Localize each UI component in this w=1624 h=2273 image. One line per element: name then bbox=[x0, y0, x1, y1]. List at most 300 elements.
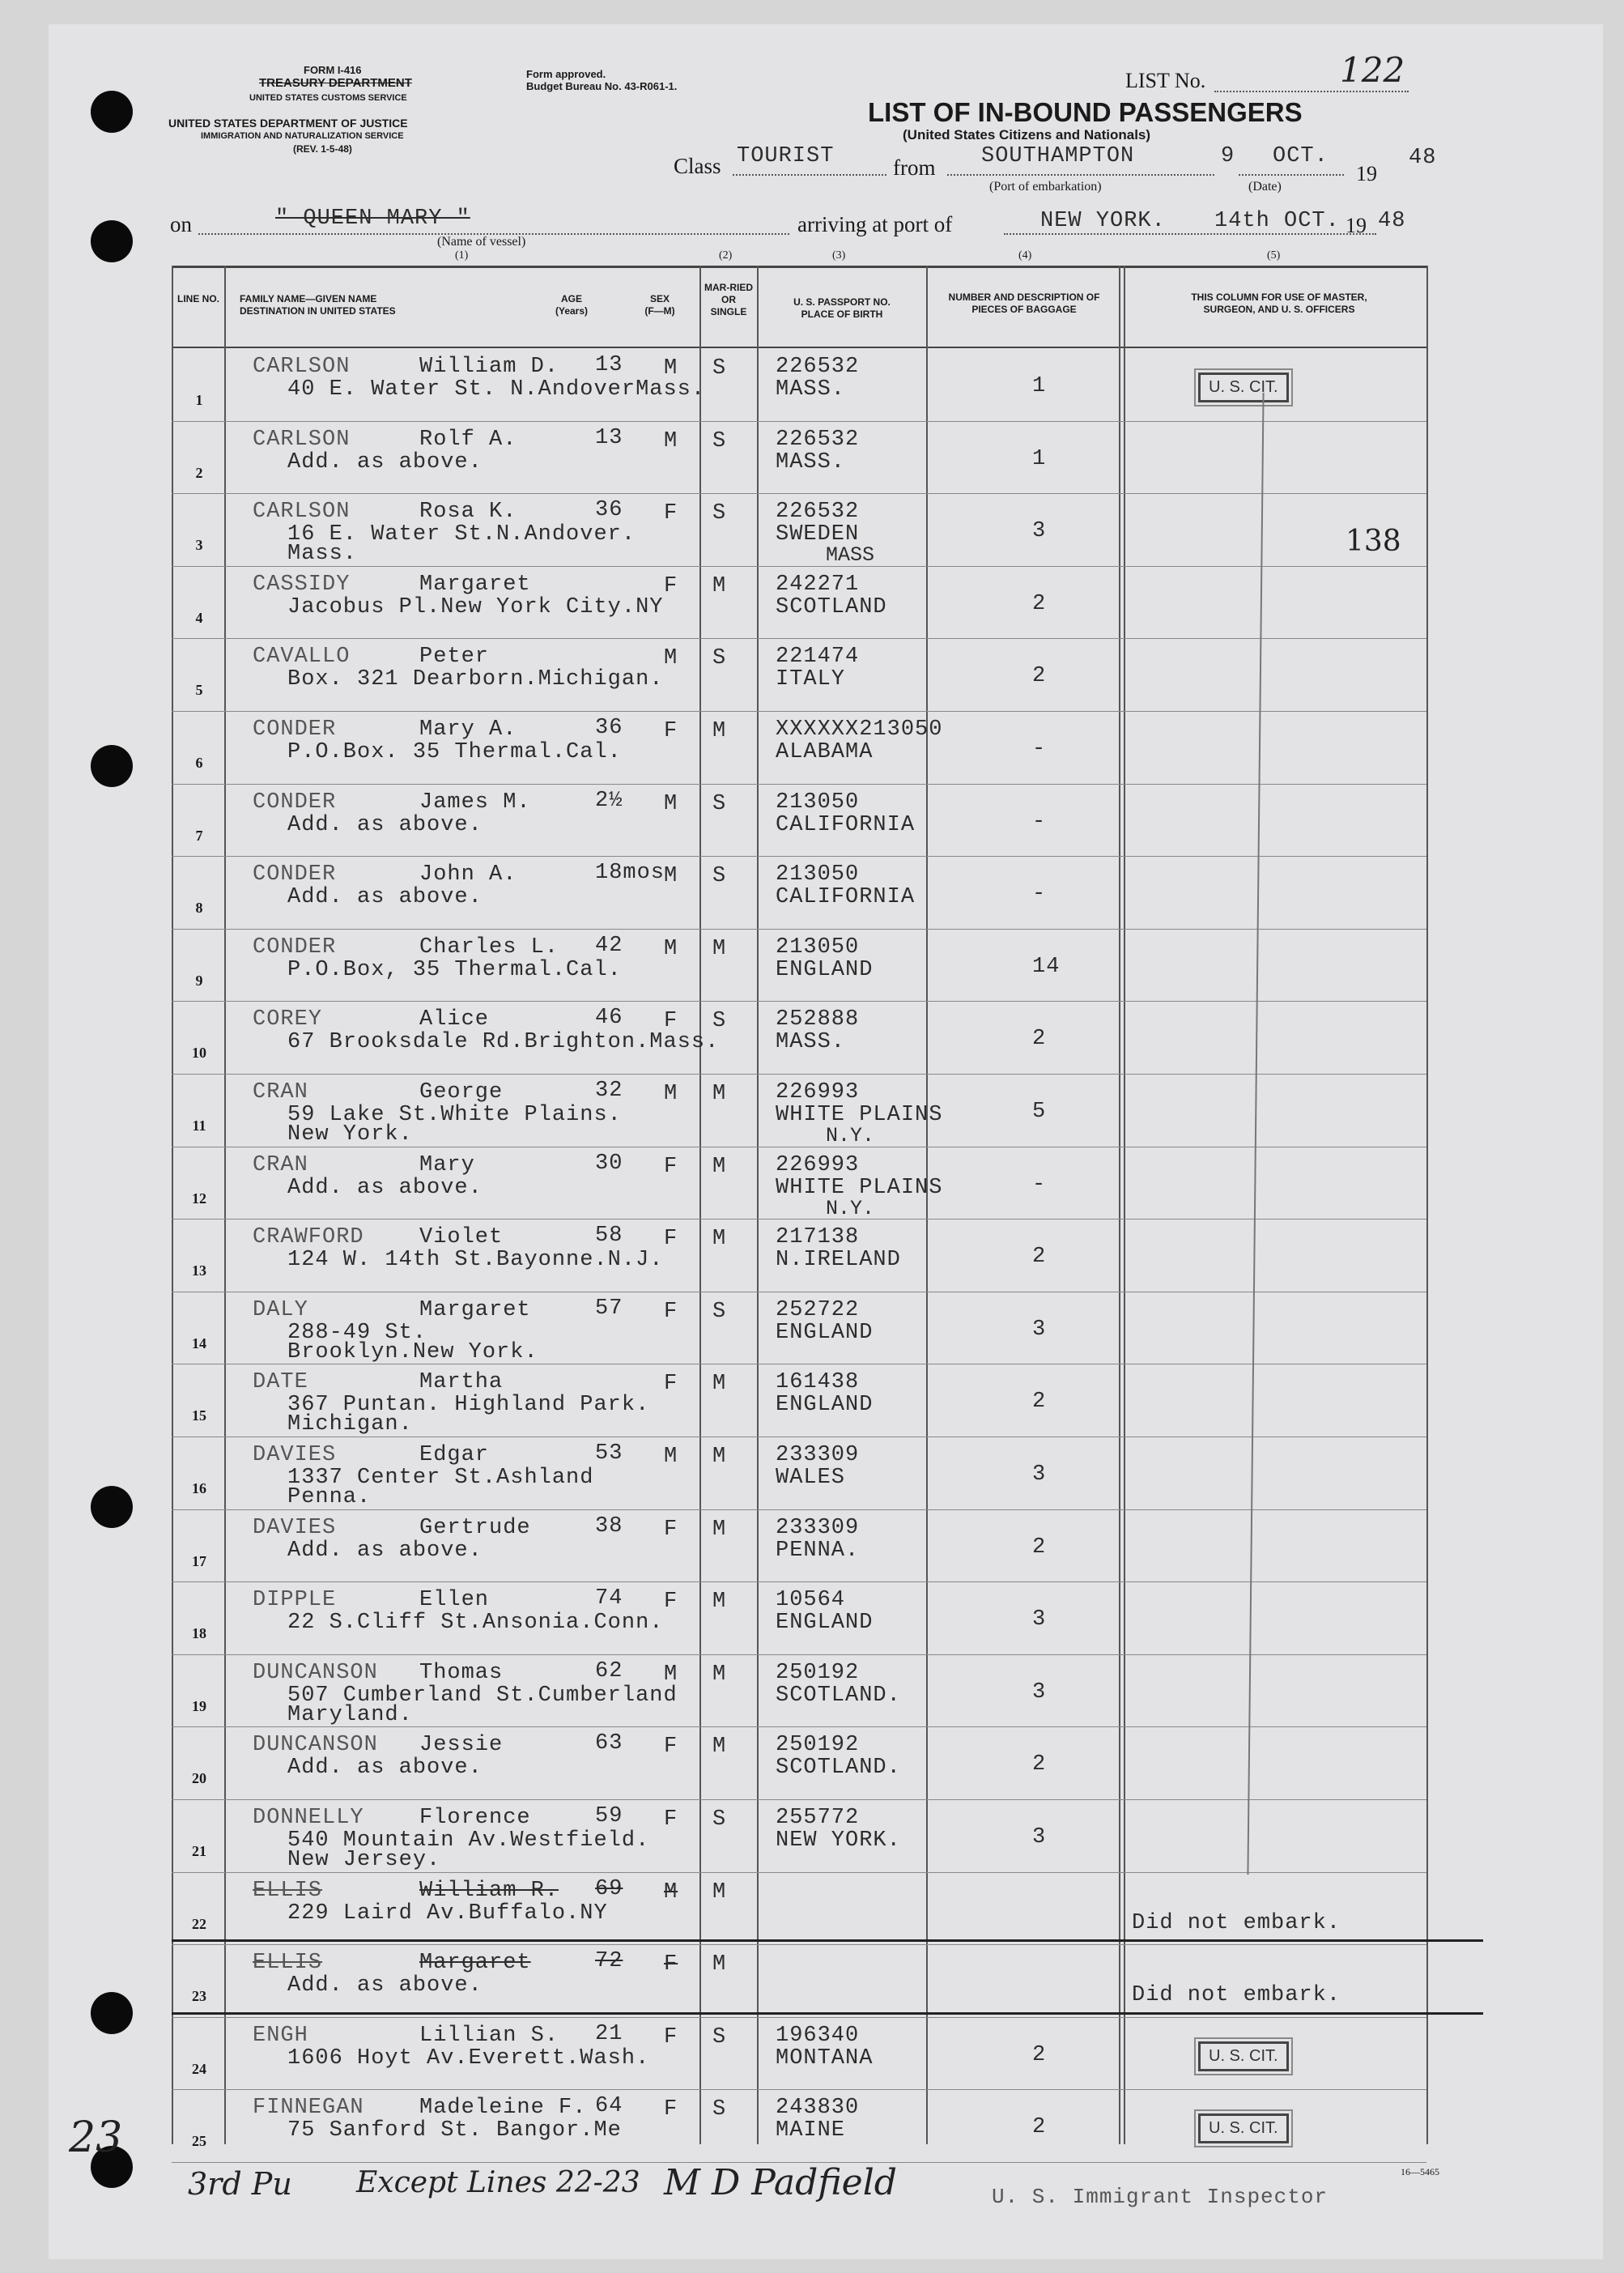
marital-status: M bbox=[712, 1445, 727, 1469]
col-num-4: (4) bbox=[1018, 249, 1032, 262]
header-baggage: NUMBER AND DESCRIPTION OF PIECES OF BAGGAGE bbox=[948, 292, 1100, 315]
cancel-line bbox=[172, 2012, 1483, 2015]
officer-note: Did not embark. bbox=[1132, 1910, 1341, 1935]
form-approved: Form approved. bbox=[526, 68, 606, 80]
sex: M bbox=[664, 1879, 678, 1905]
baggage-count: 3 bbox=[1032, 519, 1047, 544]
destination-address: Box. 321 Dearborn.Michigan. bbox=[287, 667, 664, 692]
destination-address-2: Penna. bbox=[287, 1485, 372, 1509]
family-name: DATE bbox=[253, 1370, 308, 1395]
header-sex: SEX bbox=[649, 293, 670, 304]
family-name: DUNCANSON bbox=[253, 1733, 378, 1758]
row-number: 23 bbox=[192, 1988, 206, 2005]
given-name: Edgar bbox=[419, 1443, 490, 1467]
age: 57 bbox=[595, 1296, 623, 1321]
row-number: 1 bbox=[195, 392, 203, 408]
passport-number: 217138 bbox=[776, 1225, 860, 1250]
place-of-birth: CALIFORNIA bbox=[776, 812, 916, 837]
family-name: CONDER bbox=[253, 934, 337, 960]
place-of-birth: N.IRELAND bbox=[776, 1248, 901, 1273]
form-title: LIST OF IN-BOUND PASSENGERS bbox=[868, 97, 1303, 127]
table-row-rule bbox=[172, 1001, 1426, 1002]
passport-number: 233309 bbox=[776, 1515, 860, 1540]
destination-address: 229 Laird Av.Buffalo.NY bbox=[287, 1901, 608, 1926]
row-number: 10 bbox=[192, 1045, 206, 1062]
age: 30 bbox=[595, 1151, 623, 1176]
margin-note: 138 bbox=[1346, 525, 1401, 558]
footer-code: 16—5465 bbox=[1401, 2166, 1439, 2177]
given-name: Gertrude bbox=[419, 1515, 531, 1540]
embark-year: 48 bbox=[1409, 146, 1437, 170]
marital-status: M bbox=[712, 1227, 727, 1252]
marital-status: S bbox=[712, 646, 727, 671]
destination-address: 1606 Hoyt Av.Everett.Wash. bbox=[287, 2045, 650, 2071]
family-name: DAVIES bbox=[253, 1515, 337, 1540]
baggage-count: 1 bbox=[1032, 374, 1047, 398]
header-sex-unit: (F—M) bbox=[644, 305, 675, 317]
sex: F bbox=[664, 501, 678, 526]
age: 13 bbox=[595, 425, 623, 450]
passport-number: 252888 bbox=[776, 1007, 860, 1032]
family-name: CRAWFORD bbox=[253, 1225, 364, 1250]
family-name: ELLIS bbox=[253, 1951, 323, 1976]
marital-status: S bbox=[712, 1009, 727, 1034]
col-num-2: (2) bbox=[719, 249, 733, 262]
age: 59 bbox=[595, 1804, 623, 1828]
age: 69 bbox=[595, 1876, 623, 1901]
header-birth: PLACE OF BIRTH bbox=[801, 309, 883, 320]
baggage-count: 3 bbox=[1032, 1462, 1047, 1487]
marital-status: M bbox=[712, 936, 727, 961]
marital-status: M bbox=[712, 1154, 727, 1179]
age: 13 bbox=[595, 353, 623, 377]
cancel-line bbox=[172, 1939, 1483, 1942]
row-number: 19 bbox=[192, 1697, 206, 1714]
family-name: DIPPLE bbox=[253, 1588, 337, 1613]
family-name: DUNCANSON bbox=[253, 1660, 378, 1685]
passport-number: 255772 bbox=[776, 1806, 860, 1830]
baggage-count: - bbox=[1032, 1172, 1047, 1197]
destination-address: 40 E. Water St. N.AndoverMass. bbox=[287, 377, 706, 402]
age: 36 bbox=[595, 498, 623, 523]
passport-number: 213050 bbox=[776, 862, 860, 887]
destination-address: Add. as above. bbox=[287, 1756, 483, 1781]
header-age-unit: (Years) bbox=[555, 305, 589, 317]
list-no-label: LIST No. bbox=[1125, 69, 1206, 92]
place-of-birth: MASS. bbox=[776, 449, 846, 475]
place-of-birth: WHITE PLAINS bbox=[776, 1103, 943, 1127]
place-of-birth: ITALY bbox=[776, 667, 846, 692]
given-name: Rosa K. bbox=[419, 500, 517, 525]
marital-status: S bbox=[712, 791, 727, 816]
baggage-count: 5 bbox=[1032, 1100, 1047, 1124]
sex: F bbox=[664, 2024, 678, 2050]
sex: F bbox=[664, 1590, 678, 1615]
row-number: 15 bbox=[192, 1407, 206, 1424]
marital-status: S bbox=[712, 1807, 727, 1832]
family-name: CRAN bbox=[253, 1080, 308, 1105]
baggage-count: 2 bbox=[1032, 1245, 1047, 1270]
destination-address: 367 Puntan. Highland Park. bbox=[287, 1393, 650, 1418]
binder-hole-5 bbox=[91, 1992, 133, 2034]
family-name: COREY bbox=[253, 1007, 323, 1032]
col-num-1: (1) bbox=[455, 249, 469, 262]
signature-prefix: 3rd Pu bbox=[188, 2166, 292, 2202]
table-row-rule bbox=[172, 1581, 1426, 1582]
row-number: 20 bbox=[192, 1770, 206, 1787]
family-name: DONNELLY bbox=[253, 1806, 364, 1830]
age: 58 bbox=[595, 1224, 623, 1249]
given-name: Peter bbox=[419, 645, 490, 670]
family-name: DALY bbox=[253, 1297, 308, 1322]
given-name: James M. bbox=[419, 790, 531, 815]
row-number: 7 bbox=[195, 827, 203, 844]
sex: M bbox=[664, 791, 678, 816]
age: 38 bbox=[595, 1513, 623, 1539]
passport-number: 213050 bbox=[776, 790, 860, 815]
baggage-count: 2 bbox=[1032, 2115, 1047, 2140]
age: 62 bbox=[595, 1658, 623, 1683]
embark-month: OCT. bbox=[1273, 144, 1329, 168]
place-of-birth: ENGLAND bbox=[776, 1393, 874, 1418]
given-name: Jessie bbox=[419, 1733, 504, 1758]
destination-address: 75 Sanford St. Bangor.Me bbox=[287, 2118, 622, 2143]
given-name: Alice bbox=[419, 1007, 490, 1032]
passport-number: 250192 bbox=[776, 1733, 860, 1758]
table-row-rule bbox=[172, 2017, 1426, 2018]
row-number: 5 bbox=[195, 682, 203, 699]
baggage-count: 2 bbox=[1032, 1027, 1047, 1052]
us-citizen-stamp: U. S. CIT. bbox=[1198, 2113, 1289, 2143]
given-name: John A. bbox=[419, 862, 517, 887]
given-name: William D. bbox=[419, 355, 559, 379]
baggage-count: 2 bbox=[1032, 664, 1047, 689]
baggage-count: 2 bbox=[1032, 1534, 1047, 1560]
age: 63 bbox=[595, 1731, 623, 1756]
table-row-rule bbox=[172, 784, 1426, 785]
treasury-dept: TREASURY DEPARTMENT bbox=[259, 76, 412, 90]
given-name: Margaret bbox=[419, 572, 531, 597]
age: 18mos bbox=[595, 861, 665, 886]
marital-status: M bbox=[712, 719, 727, 743]
baggage-count: 2 bbox=[1032, 1752, 1047, 1777]
given-name: Thomas bbox=[419, 1660, 504, 1685]
embark-year-prefix: 19 bbox=[1356, 162, 1377, 185]
passport-number: 252722 bbox=[776, 1297, 860, 1322]
baggage-count: 14 bbox=[1032, 954, 1061, 979]
age: 42 bbox=[595, 933, 623, 958]
row-number: 4 bbox=[195, 609, 203, 626]
table-row-rule bbox=[172, 1799, 1426, 1800]
passport-number: 226532 bbox=[776, 500, 860, 525]
place-of-birth: MASS. bbox=[776, 1030, 846, 1055]
place-of-birth: MAINE bbox=[776, 2118, 846, 2143]
row-number: 13 bbox=[192, 1262, 206, 1279]
destination-address: 288-49 St. bbox=[287, 1320, 427, 1345]
family-name: FINNEGAN bbox=[253, 2096, 364, 2121]
baggage-count: 3 bbox=[1032, 1317, 1047, 1342]
family-name: ELLIS bbox=[253, 1878, 323, 1903]
destination-address: Jacobus Pl.New York City.NY bbox=[287, 594, 664, 619]
baggage-count: 2 bbox=[1032, 591, 1047, 616]
passport-number: 226993 bbox=[776, 1152, 860, 1177]
marital-status: M bbox=[712, 1517, 727, 1542]
baggage-count: - bbox=[1032, 882, 1047, 907]
age: 2½ bbox=[595, 788, 623, 813]
row-number: 9 bbox=[195, 972, 203, 989]
given-name: Rolf A. bbox=[419, 427, 517, 452]
age: 53 bbox=[595, 1441, 623, 1466]
header-officers: THIS COLUMN FOR USE OF MASTER, SURGEON, AND U. S. OFFICERS bbox=[1191, 292, 1367, 315]
header-married: MAR-RIED OR SINGLE bbox=[704, 282, 753, 317]
sex: M bbox=[664, 1082, 678, 1106]
port-of-embarkation: SOUTHAMPTON bbox=[981, 144, 1135, 168]
place-of-birth-2: N.Y. bbox=[826, 1196, 875, 1220]
marital-status: M bbox=[712, 1082, 727, 1106]
embark-day: 9 bbox=[1221, 144, 1235, 168]
place-of-birth: CALIFORNIA bbox=[776, 885, 916, 910]
family-name: DAVIES bbox=[253, 1443, 337, 1467]
binder-hole-2 bbox=[91, 220, 133, 262]
header-name: FAMILY NAME—GIVEN NAME bbox=[240, 293, 377, 304]
row-number: 12 bbox=[192, 1190, 206, 1207]
destination-address-2: New York. bbox=[287, 1122, 413, 1147]
marital-status: M bbox=[712, 1372, 727, 1397]
given-name: Mary A. bbox=[419, 717, 517, 742]
table-row-rule bbox=[172, 566, 1426, 567]
inspector-signature: M D Padfield bbox=[664, 2162, 897, 2203]
given-name: William R. bbox=[419, 1878, 559, 1903]
sex: M bbox=[664, 1662, 678, 1687]
header-line-no: LINE NO. bbox=[176, 293, 219, 304]
class-value: TOURIST bbox=[737, 144, 835, 168]
sex: F bbox=[664, 1009, 678, 1034]
place-of-birth: NEW YORK. bbox=[776, 1828, 901, 1853]
header-destination: DESTINATION IN UNITED STATES bbox=[240, 305, 396, 317]
given-name: Madeleine F. bbox=[419, 2096, 587, 2121]
destination-address: Add. as above. bbox=[287, 1538, 483, 1563]
arrival-year-prefix: 19 bbox=[1346, 214, 1367, 237]
marital-status: S bbox=[712, 2097, 727, 2122]
destination-address: 59 Lake St.White Plains. bbox=[287, 1103, 622, 1127]
row-number: 18 bbox=[192, 1625, 206, 1642]
baggage-count: 1 bbox=[1032, 446, 1047, 471]
row-number: 14 bbox=[192, 1334, 206, 1351]
table-row-rule bbox=[172, 1074, 1426, 1075]
age: 72 bbox=[595, 1949, 623, 1974]
passport-number: 233309 bbox=[776, 1443, 860, 1467]
sex: F bbox=[664, 1299, 678, 1324]
sex: F bbox=[664, 573, 678, 598]
marital-status: S bbox=[712, 2024, 727, 2050]
place-of-birth: SCOTLAND bbox=[776, 594, 887, 619]
marital-status: S bbox=[712, 501, 727, 526]
place-of-birth: ENGLAND bbox=[776, 957, 874, 982]
destination-address: P.O.Box. 35 Thermal.Cal. bbox=[287, 740, 622, 764]
baggage-count: 2 bbox=[1032, 1390, 1047, 1415]
sex: M bbox=[664, 1445, 678, 1469]
given-name: Florence bbox=[419, 1806, 531, 1830]
destination-address: 124 W. 14th St.Bayonne.N.J. bbox=[287, 1248, 664, 1273]
passport-number: 250192 bbox=[776, 1660, 860, 1685]
port-caption: (Port of embarkation) bbox=[989, 180, 1102, 194]
us-citizen-stamp: U. S. CIT. bbox=[1198, 372, 1289, 402]
sex: M bbox=[664, 428, 678, 453]
sex: M bbox=[664, 356, 678, 381]
age: 21 bbox=[595, 2021, 623, 2046]
destination-address: Add. as above. bbox=[287, 1973, 483, 1998]
sex: F bbox=[664, 2097, 678, 2122]
given-name: Ellen bbox=[419, 1588, 490, 1613]
marital-status: M bbox=[712, 1879, 727, 1905]
from-label: from bbox=[893, 155, 936, 180]
binder-hole-1 bbox=[91, 91, 133, 133]
place-of-birth-2: MASS bbox=[826, 543, 875, 568]
place-of-birth: WALES bbox=[776, 1466, 846, 1490]
place-of-birth: WHITE PLAINS bbox=[776, 1175, 943, 1200]
table-row-rule bbox=[172, 856, 1426, 857]
destination-address: Add. as above. bbox=[287, 812, 483, 837]
family-name: CONDER bbox=[253, 717, 337, 742]
marital-status: M bbox=[712, 1952, 727, 1977]
header-passport: U. S. PASSPORT NO. bbox=[793, 296, 891, 308]
table-row-rule bbox=[172, 711, 1426, 712]
row-number: 25 bbox=[192, 2133, 206, 2150]
destination-address-2: Mass. bbox=[287, 542, 358, 567]
marital-status: S bbox=[712, 356, 727, 381]
baggage-count: - bbox=[1032, 737, 1047, 761]
sex: F bbox=[664, 1227, 678, 1252]
row-number: 21 bbox=[192, 1843, 206, 1859]
destination-address: 16 E. Water St.N.Andover. bbox=[287, 522, 636, 547]
given-name: Mary bbox=[419, 1152, 475, 1177]
family-name: CAVALLO bbox=[253, 645, 351, 670]
page-total: 23 bbox=[69, 2113, 123, 2162]
age: 64 bbox=[595, 2094, 623, 2119]
passport-number: 226532 bbox=[776, 427, 860, 452]
baggage-count: 3 bbox=[1032, 1825, 1047, 1849]
arriving-label: arriving at port of bbox=[797, 212, 953, 236]
officer-note: Did not embark. bbox=[1132, 1983, 1341, 2008]
binder-hole-3 bbox=[91, 745, 133, 787]
family-name: CARLSON bbox=[253, 427, 351, 452]
age: 36 bbox=[595, 716, 623, 740]
form-subtitle: (United States Citizens and Nationals) bbox=[903, 127, 1151, 143]
passport-number: 242271 bbox=[776, 572, 860, 597]
destination-address-2: Michigan. bbox=[287, 1412, 413, 1437]
destination-address: P.O.Box, 35 Thermal.Cal. bbox=[287, 957, 622, 982]
destination-address-2: Brooklyn.New York. bbox=[287, 1339, 538, 1364]
table-row-rule bbox=[172, 493, 1426, 494]
age: 32 bbox=[595, 1079, 623, 1103]
table-row-rule bbox=[172, 1219, 1426, 1220]
marital-status: M bbox=[712, 1735, 727, 1760]
form-number: FORM I-416 bbox=[304, 64, 362, 76]
sex: F bbox=[664, 1154, 678, 1179]
destination-address-2: Maryland. bbox=[287, 1702, 413, 1727]
on-label: on bbox=[170, 212, 192, 236]
destination-address: 22 S.Cliff St.Ansonia.Conn. bbox=[287, 1611, 664, 1636]
us-citizen-stamp: U. S. CIT. bbox=[1198, 2041, 1289, 2071]
arrival-date: 14th OCT. bbox=[1214, 209, 1340, 233]
customs-service: UNITED STATES CUSTOMS SERVICE bbox=[249, 93, 407, 103]
place-of-birth: ENGLAND bbox=[776, 1611, 874, 1636]
destination-address: 507 Cumberland St.Cumberland bbox=[287, 1683, 678, 1708]
passport-number: 196340 bbox=[776, 2023, 860, 2048]
place-of-birth: PENNA. bbox=[776, 1538, 860, 1563]
row-number: 17 bbox=[192, 1552, 206, 1569]
destination-address-2: New Jersey. bbox=[287, 1848, 441, 1872]
col-num-3: (3) bbox=[832, 249, 846, 262]
destination-address: Add. as above. bbox=[287, 885, 483, 910]
passport-number: 10564 bbox=[776, 1588, 846, 1613]
row-number: 2 bbox=[195, 464, 203, 481]
family-name: ENGH bbox=[253, 2023, 308, 2048]
arrival-year: 48 bbox=[1378, 209, 1406, 233]
destination-address: 67 Brooksdale Rd.Brighton.Mass. bbox=[287, 1030, 720, 1055]
justice-dept: UNITED STATES DEPARTMENT OF JUSTICE bbox=[168, 117, 408, 130]
table-row-rule bbox=[172, 638, 1426, 639]
marital-status: S bbox=[712, 428, 727, 453]
passport-number: 243830 bbox=[776, 2096, 860, 2121]
place-of-birth: SCOTLAND. bbox=[776, 1683, 901, 1708]
destination-address: Add. as above. bbox=[287, 1175, 483, 1200]
passport-number: 213050 bbox=[776, 934, 860, 960]
row-number: 11 bbox=[192, 1117, 206, 1134]
sex: F bbox=[664, 1372, 678, 1397]
sex: F bbox=[664, 1735, 678, 1760]
vessel-name: " QUEEN MARY " bbox=[275, 206, 470, 231]
arrival-port: NEW YORK. bbox=[1040, 209, 1166, 233]
marital-status: S bbox=[712, 864, 727, 889]
passport-number: 221474 bbox=[776, 645, 860, 670]
signature-except-lines: Except Lines 22-23 bbox=[356, 2166, 640, 2199]
family-name: CARLSON bbox=[253, 355, 351, 379]
passport-number: 226993 bbox=[776, 1080, 860, 1105]
destination-address: Add. as above. bbox=[287, 449, 483, 475]
table-row-rule bbox=[172, 421, 1426, 422]
sex: F bbox=[664, 1517, 678, 1542]
table-row-rule bbox=[172, 2089, 1426, 2090]
given-name: Charles L. bbox=[419, 934, 559, 960]
family-name: CONDER bbox=[253, 790, 337, 815]
baggage-count: 3 bbox=[1032, 1607, 1047, 1632]
sex: M bbox=[664, 646, 678, 671]
sex: M bbox=[664, 864, 678, 889]
family-name: CRAN bbox=[253, 1152, 308, 1177]
binder-hole-4 bbox=[91, 1486, 133, 1528]
baggage-count: 3 bbox=[1032, 1679, 1047, 1705]
row-number: 24 bbox=[192, 2060, 206, 2077]
baggage-count: - bbox=[1032, 809, 1047, 834]
destination-address: 1337 Center St.Ashland bbox=[287, 1466, 594, 1490]
given-name: George bbox=[419, 1080, 504, 1105]
place-of-birth: SCOTLAND. bbox=[776, 1756, 901, 1781]
family-name: CASSIDY bbox=[253, 572, 351, 597]
col-num-5: (5) bbox=[1267, 249, 1281, 262]
given-name: Lillian S. bbox=[419, 2023, 559, 2048]
inspector-label: U. S. Immigrant Inspector bbox=[992, 2185, 1329, 2209]
row-number: 16 bbox=[192, 1480, 206, 1496]
table-row-rule bbox=[172, 1944, 1426, 1945]
place-of-birth: SWEDEN bbox=[776, 522, 860, 547]
destination-address: 540 Mountain Av.Westfield. bbox=[287, 1828, 650, 1853]
baggage-count: 2 bbox=[1032, 2042, 1047, 2067]
place-of-birth: MASS. bbox=[776, 377, 846, 402]
row-number: 3 bbox=[195, 537, 203, 554]
given-name: Margaret bbox=[419, 1951, 531, 1976]
header-age: AGE bbox=[560, 293, 582, 304]
